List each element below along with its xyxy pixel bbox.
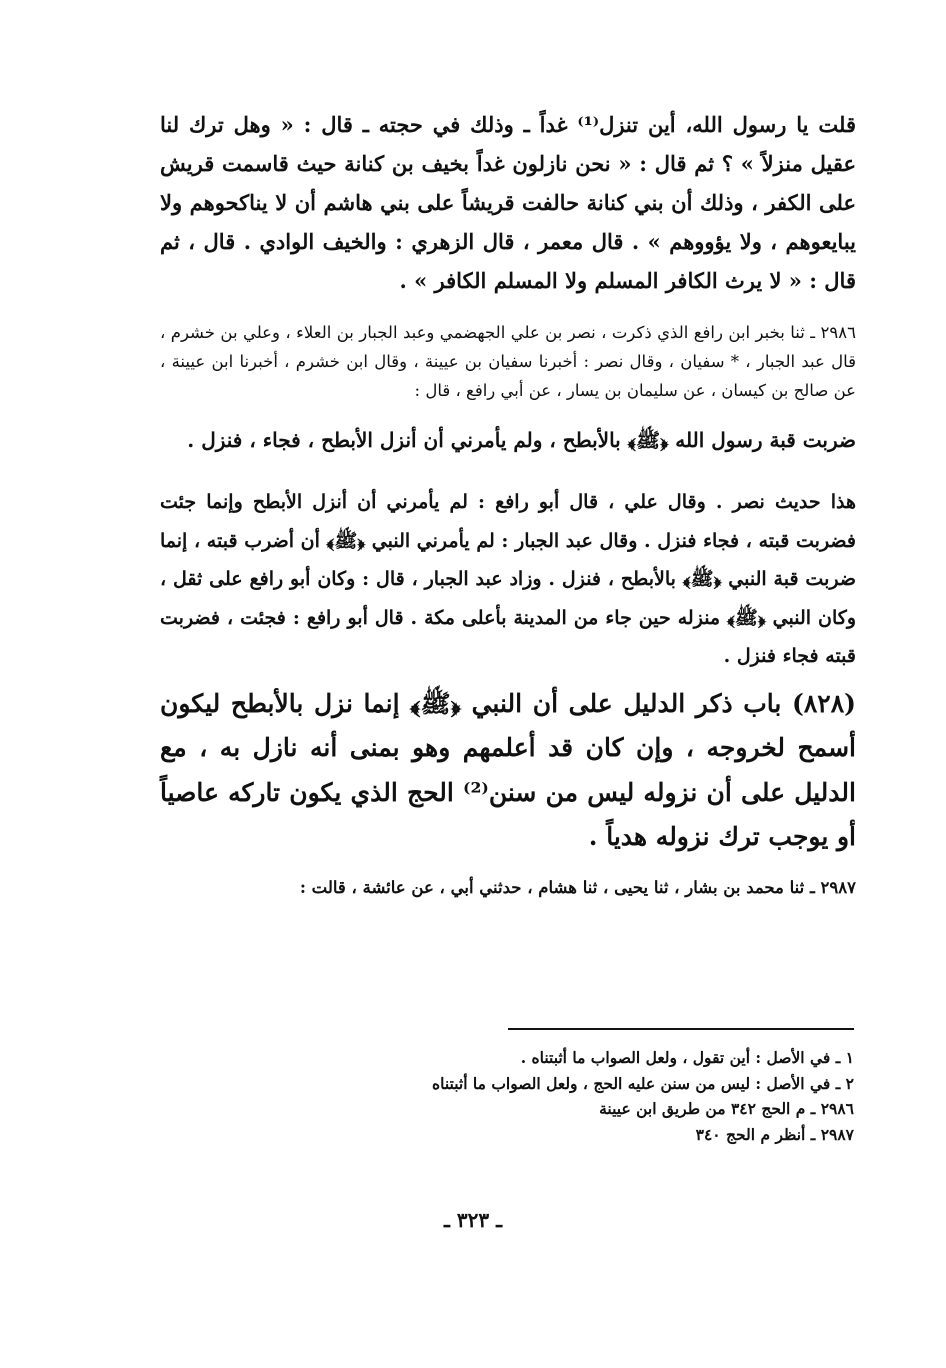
footnote: ٢٩٨٦ ـ م الحج ٣٤٢ من طريق ابن عيينة	[599, 1099, 854, 1118]
isnad-2986: ٢٩٨٦ ـ ثنا بخبر ابن رافع الذي ذكرت ، نصر بن علي الجهضمي وعبد الجبار بن العلاء ، وعلي بن خشرم ، قال عبد الجبار ، * سفيان ، وقال نصر : أخبرنا سفيان بن عيينة ، وقال ابن خشرم ، أخبرنا ابن عيينة ، عن صالح بن كيسان ، عن سليمان بن يسار ، عن أبي رافع ، قال :	[160, 323, 856, 400]
chapter-heading: (٨٢٨) باب ذكر الدليل على أن النبي ﴿ﷺ﴾ إنما نزل بالأبطح ليكون أسمح لخروجه ، وإن كان قد أعلمهم وهو بمنى أنه نازل به ، مع الدليل على أن نزوله ليس من سنن⁽²⁾ الحج الذي يكون تاركه عاصياً أو يوجب ترك نزوله هدياً .	[160, 688, 856, 851]
isnad-2987: ٢٩٨٧ ـ ثنا محمد بن بشار ، ثنا يحيى ، ثنا هشام ، حدثني أبي ، عن عائشة ، قالت :	[299, 877, 856, 897]
commentary-paragraph: هذا حديث نصر . وقال علي ، قال أبو رافع : لم يأمرني أن أنزل الأبطح وإنما جئت فضربت قبته ، فجاء فنزل . وقال عبد الجبار : لم يأمرني النبي ﴿ﷺ﴾ أن أضرب قبته ، إنما ضربت قبة النبي ﴿ﷺ﴾ بالأبطح ، فنزل . وزاد عبد الجبار ، قال : وكان أبو رافع على ثقل ، وكان النبي ﴿ﷺ﴾ منزله حين جاء من المدينة بأعلى مكة . قال أبو رافع : فجئت ، فضربت قبته فجاء فنزل .	[160, 491, 856, 667]
footnotes	[300, 1045, 854, 1147]
footnote: ٢٩٨٧ ـ أنظر م الحج ٣٤٠	[695, 1124, 854, 1144]
footnote: ٢ ـ في الأصل : ليس من سنن عليه الحج ، ولعل الصواب ما أثبتناه	[432, 1073, 854, 1093]
footnote-divider	[508, 1028, 854, 1030]
hadith-2986: ضربت قبة رسول الله ﴿ﷺ﴾ بالأبطح ، ولم يأمرني أن أنزل الأبطح ، فجاء ، فنزل .	[187, 428, 856, 452]
footnote: ١ ـ في الأصل : أين تقول ، ولعل الصواب ما أثبتناه .	[520, 1048, 854, 1067]
main-text	[160, 105, 856, 902]
page-number: ـ ٣٢٣ ـ	[444, 1208, 502, 1232]
paragraph-hadith-end: قلت يا رسول الله، أين تنزل⁽¹⁾ غداً ـ وذلك في حجته ـ قال : « وهل ترك لنا عقيل منزلاً » ؟ ثم قال : « نحن نازلون غداً بخيف بن كنانة حيث قاسمت قريش على الكفر ، وذلك أن بني كنانة حالفت قريشاً على بني هاشم أن لا يناكحوهم ولا يبايعوهم ، ولا يؤووهم » . قال معمر ، قال الزهري : والخيف الوادي . قال ، ثم قال : « لا يرث الكافر المسلم ولا المسلم الكافر » .	[160, 112, 856, 293]
